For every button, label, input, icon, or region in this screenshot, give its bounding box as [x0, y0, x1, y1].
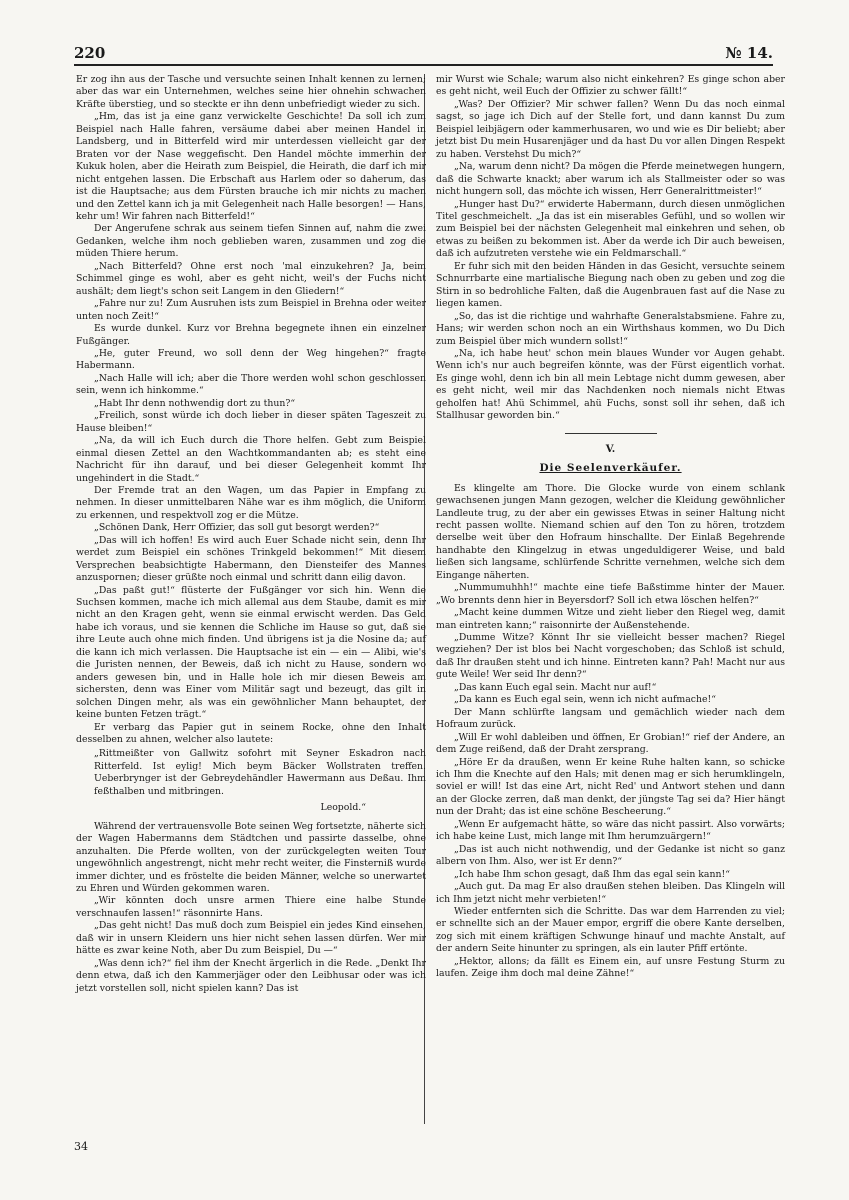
- paragraph: „Höre Er da draußen, wenn Er keine Ruhe halten kann, so schicke ich Ihm die Knechte auf den Hals; mit denen mag er sich herumklingeln, soviel er will! Ist das eine Art, nicht Red' und Antwort stehen und dann an der Glocke zerren, daß man denkt, der jüngste Tag sei da? Hier hängt nun der Draht; das ist eine schöne Bescheerung.“: [436, 756, 785, 818]
- section-rule: [565, 433, 657, 434]
- chapter-title: Die Seelenverkäufer.: [539, 462, 682, 475]
- header-rule: [74, 64, 773, 66]
- paragraph: Es wurde dunkel. Kurz vor Brehna begegnete ihnen ein einzelner Fußgänger.: [76, 323, 426, 347]
- paragraph: Der Fremde trat an den Wagen, um das Papier in Empfang zu nehmen. In dieser unmittelbaren Nähe war es ihm möglich, die Uniform zu erkennen, und respektvoll zog er die Mütze.: [76, 484, 426, 521]
- letter-text: „Rittmeißter von Gallwitz sofohrt mit Seyner Eskadron nach Ritterfeld. Ist eylig! Mich beym Bäcker Wollstraten treffen. Ueberbrynger ist der Gebreydehändler Hawermann aus Deßau. Ihm feßthalben und mitbringen.: [94, 748, 426, 797]
- paragraph: „Na, warum denn nicht? Da mögen die Pferde meinetwegen hungern, daß die Schwarte knackt; aber warum ich als Stallmeister oder so was nicht hungern soll, das möchte ich wissen, Herr Generalrittmeister!“: [436, 161, 785, 198]
- page-number: 220: [74, 44, 106, 62]
- paragraph: Er fuhr sich mit den beiden Händen in das Gesicht, versuchte seinem Schnurrbarte eine martialische Biegung nach oben zu geben und zog die Stirn in so bedrohliche Falten, daß die Augenbrauen fast auf die Nase zu liegen kamen.: [436, 260, 785, 310]
- paragraph: „Nach Bitterfeld? Ohne erst noch 'mal einzukehren? Ja, beim Schimmel ginge es wohl, aber es geht nicht, weil's der Fuchs nicht aushält; dem liegt's schon seit Langem in den Gliedern!“: [76, 260, 426, 297]
- paragraph: „Das geht nicht! Das muß doch zum Beispiel ein jedes Kind einsehen, daß wir in unsern Kleidern uns hier nicht sehen lassen dürfen. Wer mir hätte es zwar keine Noth, aber Du zum Beispiel, Du —“: [76, 920, 426, 957]
- paragraph: „Nummumuhhh!“ machte eine tiefe Baßstimme hinter der Mauer. „Wo brennts denn hier in Beyersdorf? Soll ich etwa löschen helfen?“: [436, 582, 785, 606]
- right-column: [436, 74, 785, 981]
- paragraph: „Auch gut. Da mag Er also draußen stehen bleiben. Das Klingeln will ich Ihm jetzt nicht mehr verbieten!“: [436, 881, 785, 905]
- paragraph: „He, guter Freund, wo soll denn der Weg hingehen?“ fragte Habermann.: [76, 347, 426, 372]
- paragraph: „Was denn ich?“ fiel ihm der Knecht ärgerlich in die Rede. „Denkt Ihr denn etwa, daß ich den Kammerjäger oder den Leibhusar oder was ich jetzt vorstellen soll, nicht spielen kann? Das ist: [76, 957, 426, 994]
- paragraph: Er verbarg das Papier gut in seinem Rocke, ohne den Inhalt desselben zu ahnen, welcher also lautete:: [76, 721, 426, 746]
- paragraph: Es klingelte am Thore. Die Glocke wurde von einem schlank gewachsenen jungen Mann gezogen, welcher die Kleidung gewöhnlicher Landleute trug, zu der aber ein gewisses Etwas in seiner Haltung nicht recht passen wollte. Niemand schien auf den Ton zu hören, trotzdem derselbe weit über den Hofraum hinschallte. Der Einlaß Begehrende handhabte den Klingelzug in etwas ungeduldigerer Weise, und bald ließen sich langsame, schlürfende Schritte vernehmen, welche sich dem Eingange näherten.: [436, 482, 785, 581]
- chapter-number: V.: [605, 443, 616, 455]
- issue-number: № 14.: [725, 44, 773, 62]
- paragraph: „Schönen Dank, Herr Offizier, das soll gut besorgt werden?“: [94, 522, 380, 534]
- paragraph: „Hunger hast Du?“ erwiderte Habermann, durch diesen unmöglichen Titel geschmeichelt. „Ja das ist ein miserables Gefühl, und so wollen wir zum Beispiel bei der nächsten Gelegenheit mal einkehren und sehen, ob etwas zu beißen zu bekommen ist. Aber da werde ich Dir auch beweisen, daß ich aufzutreten verstehe wie ein Feldmarschall.“: [436, 198, 785, 260]
- paragraph: Während der vertrauensvolle Bote seinen Weg fortsetzte, näherte sich der Wagen Habermanns dem Städtchen und passirte dasselbe, ohne anzuhalten. Die Pferde wollten, von der zurückgelegten weiten Tour ungewöhnlich angestrengt, nicht mehr recht weiter, die Finsterniß wurde immer dichter, und es fröstelte die beiden Männer, welche so unerwartet zu Ehren und Würden gekommen waren.: [76, 820, 426, 894]
- paragraph: „Da kann es Euch egal sein, wenn ich nicht aufmache!“: [454, 694, 716, 706]
- paragraph: „Ich habe Ihm schon gesagt, daß Ihm das egal sein kann!“: [454, 868, 730, 880]
- footer-signature-mark: 34: [74, 1140, 88, 1153]
- paragraph: „Das paßt gut!“ flüsterte der Fußgänger vor sich hin. Wenn die Suchsen kommen, mache ich mich allemal aus dem Staube, damit es mir nicht an den Kragen geht, wenn sie einmal erwischt werden. Das Geld habe ich voraus, und sie kennen die Schliche im Hause so gut, daß sie ihre Leute auch ohne mich finden. Und übrigens ist ja die Nosine da; auf die kann ich mich verlassen. Die Hauptsache ist ein — ein — Alibi, wie's die Juristen nennen, der Beweis, daß ich nicht zu Hause, sondern wo anders gewesen bin, und in Halle hole ich mir diesen Beweis am sichersten, denn was Einer vom Militär sagt und bezeugt, das gilt in solchen Dingen mehr, als was ein gewöhnlicher Mann behauptet, der keine bunten Fetzen trägt.“: [76, 584, 426, 721]
- paragraph: „Hektor, allons; da fällt es Einem ein, auf unsre Festung Sturm zu laufen. Zeige ihm doch mal deine Zähne!“: [436, 955, 785, 980]
- letter-signature: Leopold.“: [320, 802, 366, 814]
- paragraph: „Das will ich hoffen! Es wird auch Euer Schade nicht sein, denn Ihr werdet zum Beispiel ein schönes Trinkgeld bekommen!“ Mit diesem Versprechen beabsichtigte Habermann, den Diensteifer des Mannes anzuspornen; dieser grüßte noch einmal und schritt dann eilig davon.: [76, 534, 426, 584]
- left-column: [76, 74, 426, 995]
- paragraph: „Na, da will ich Euch durch die Thore helfen. Gebt zum Beispiel einmal diesen Zettel an den Wachtkommandanten ab; es steht eine Nachricht für ihn darauf, und bei dieser Gelegenheit kommt Ihr ungehindert in die Stadt.“: [76, 435, 426, 484]
- paragraph: „Na, ich habe heut' schon mein blaues Wunder vor Augen gehabt. Wenn ich's nur auch begreifen könnte, was der Fürst eigentlich vorhat. Es ginge wohl, denn ich bin all mein Lebtage nicht dumm gewesen, aber es geht nicht, weil mir das Nachdenken noch niemals nicht Etwas geholfen hat! Ahü Schimmel, ahü Fuchs, sonst soll ihr sehen, daß ich Stallhusar geworden bin.“: [436, 347, 785, 422]
- paragraph: Der Angerufene schrak aus seinem tiefen Sinnen auf, nahm die zwei Gedanken, welche ihm noch geblieben waren, zusammen und zog die müden Thiere herum.: [76, 223, 426, 260]
- paragraph: Er zog ihn aus der Tasche und versuchte seinen Inhalt kennen zu lernen; aber das war ein Unternehmen, welches seine hier ohnehin schwachen Kräfte überstieg, und so steckte er ihn denn unbefriedigt wieder zu sich.: [76, 74, 426, 110]
- paragraph: „Was? Der Offizier? Mir schwer fallen? Wenn Du das noch einmal sagst, so jage ich Dich auf der Stelle fort, und dann kannst Du zum Beispiel leibjägern oder kammerhusaren, wo und wie es Dir beliebt; aber jetzt bist Du mein Husarenjäger und da hast Du vor allen Dingen Respekt zu haben. Verstehst Du mich?“: [436, 98, 785, 160]
- paragraph: „Wir könnten doch unsre armen Thiere eine halbe Stunde verschnaufen lassen!“ räsonnirte Hans.: [76, 895, 426, 919]
- paragraph: Wieder entfernten sich die Schritte. Das war dem Harrenden zu viel; er schnellte sich an der Mauer empor, ergriff die obere Kante derselben, zog sich mit einem kräftigen Schwunge hinauf und machte Anstalt, auf der andern Seite hinunter zu springen, als ein lauter Pfiff ertönte.: [436, 906, 785, 955]
- paragraph: „Dumme Witze? Könnt Ihr sie vielleicht besser machen? Riegel wegziehen? Der ist blos bei Nacht vorgeschoben; das Schloß ist schuld, daß Ihr draußen steht und ich hinne. Eintreten kann? Pah! Macht nur aus gute Weile! Wer seid Ihr denn?“: [436, 632, 785, 681]
- paragraph: „Habt Ihr denn nothwendig dort zu thun?“: [94, 397, 296, 409]
- paragraph: „So, das ist die richtige und wahrhafte Generalstabsmiene. Fahre zu, Hans; wir werden schon noch an ein Wirthshaus kommen, wo Du Dich zum Beispiel über mich wundern sollst!“: [436, 310, 785, 347]
- paragraph: „Will Er wohl dableiben und öffnen, Er Grobian!“ rief der Andere, an dem Zuge reißend, daß der Draht zersprang.: [436, 731, 785, 756]
- paragraph: „Das ist auch nicht nothwendig, und der Gedanke ist nicht so ganz albern von Ihm. Also, wer ist Er denn?“: [436, 843, 785, 868]
- paragraph: „Nach Halle will ich; aber die Thore werden wohl schon geschlossen sein, wenn ich hinkomme.“: [76, 372, 426, 397]
- paragraph: „Freilich, sonst würde ich doch lieber in dieser späten Tageszeit zu Hause bleiben!“: [76, 410, 426, 434]
- paragraph: „Macht keine dummen Witze und zieht lieber den Riegel weg, damit man eintreten kann;“ raisonnirte der Außenstehende.: [436, 607, 785, 631]
- paragraph: „Hm, das ist ja eine ganz verwickelte Geschichte! Da soll ich zum Beispiel nach Halle fahren, versäume dabei aber meinen Handel in Landsberg, und in Bitterfeld wird mir unterdessen vielleicht gar der Braten vor der Nase weggefischt. Den Handel möchte immerhin der Kukuk holen, aber die Heirath zum Beispiel, die Heirath, die darf ich mir nicht entgehen lassen. Die Erbschaft aus Harlem oder so daherum, das ist die Hauptsache; aus dem Fürsten brauche ich mir nichts zu machen und den Zettel kann ich ja mit Gelegenheit nach Halle besorgen! — Hans, kehr um! Wir fahren nach Bitterfeld!“: [76, 111, 426, 222]
- paragraph: Der Mann schlürfte langsam und gemächlich wieder nach dem Hofraum zurück.: [436, 706, 785, 731]
- paragraph: „Fahre nur zu! Zum Ausruhen ists zum Beispiel in Brehna oder weiter unten noch Zeit!“: [76, 298, 426, 322]
- paragraph: „Wenn Er aufgemacht hätte, so wäre das nicht passirt. Also vorwärts; ich habe keine Lust, mich lange mit Ihm herumzuärgern!“: [436, 818, 785, 843]
- paragraph: mir Wurst wie Schale; warum also nicht einkehren? Es ginge schon aber es geht nicht, weil Euch der Offizier zu schwer fällt!“: [436, 74, 785, 98]
- paragraph: „Das kann Euch egal sein. Macht nur auf!“: [454, 681, 657, 693]
